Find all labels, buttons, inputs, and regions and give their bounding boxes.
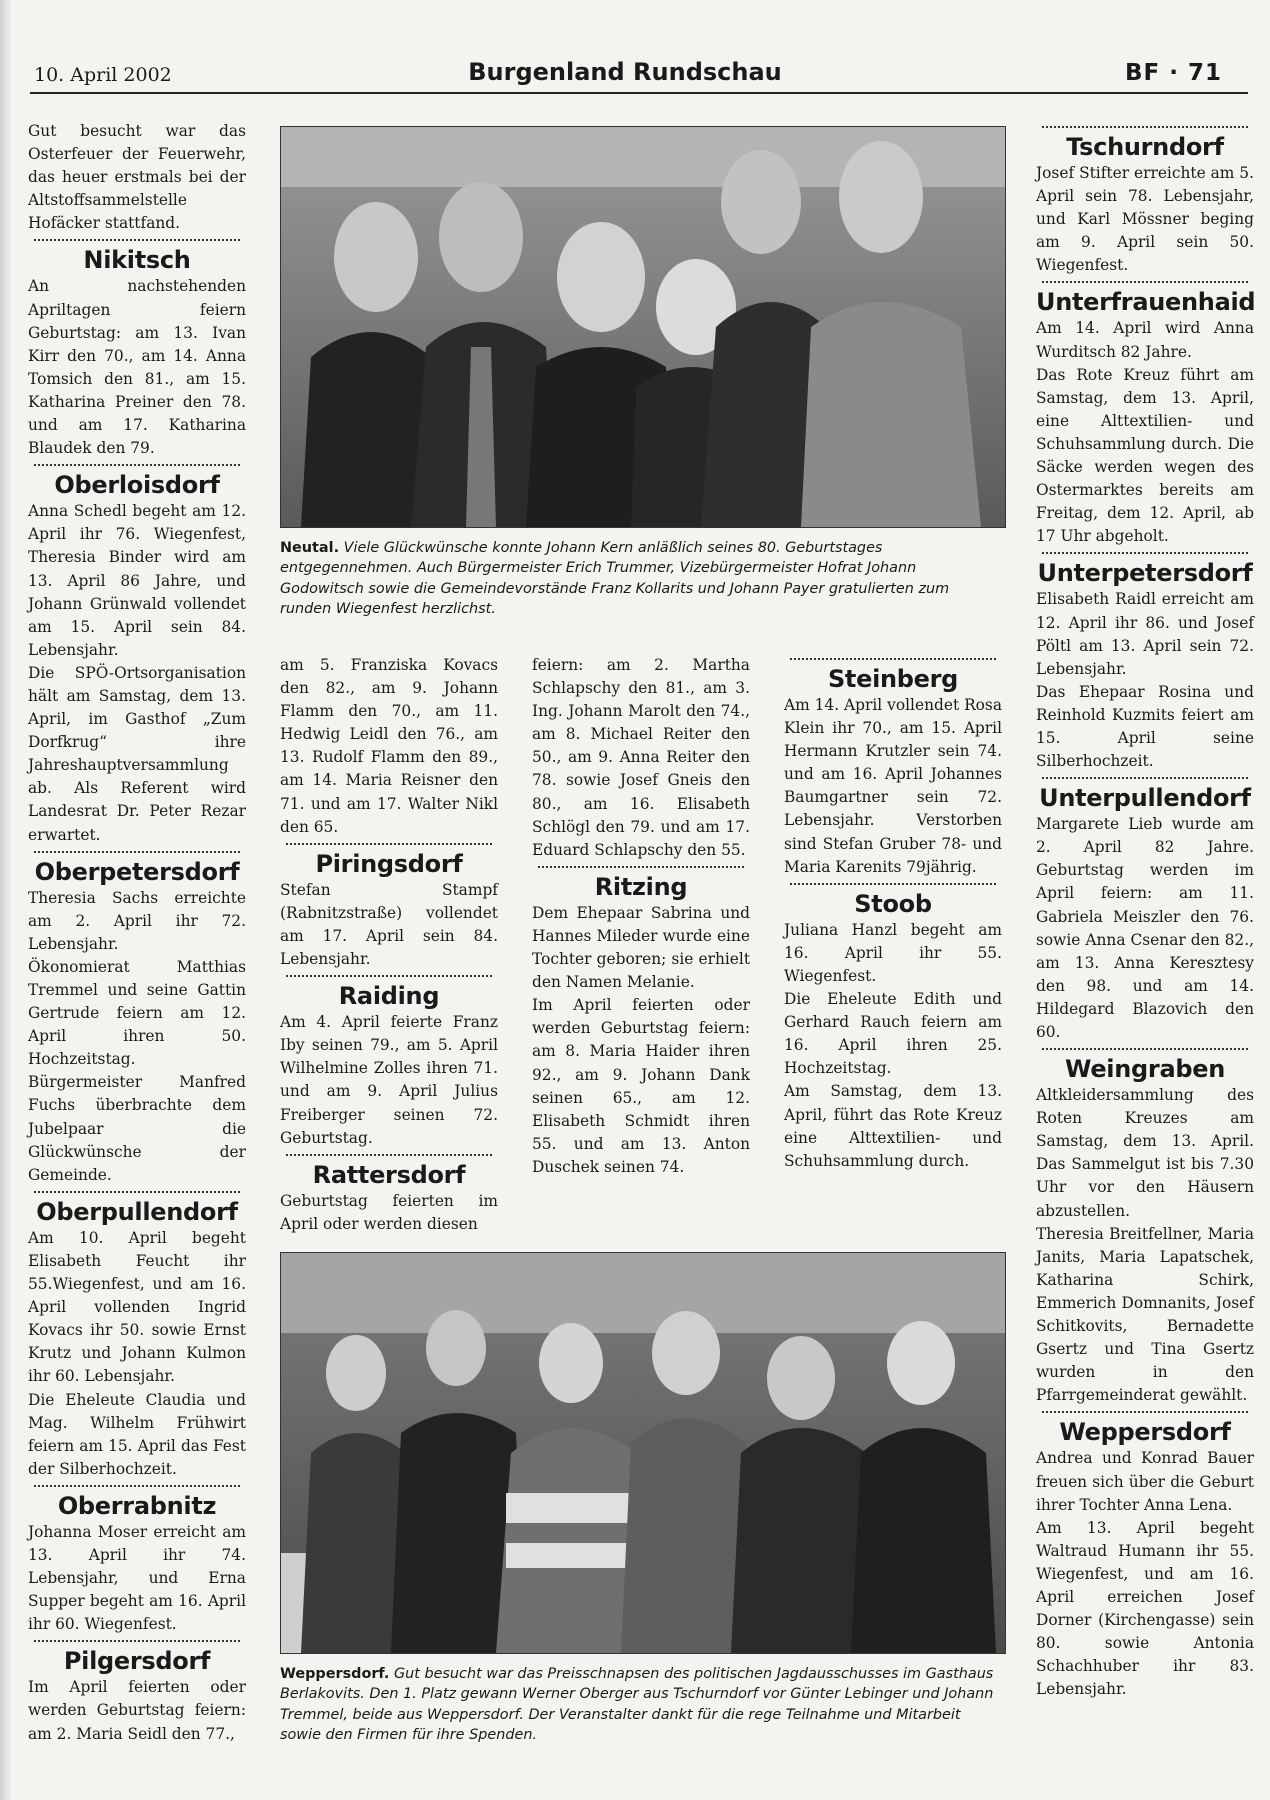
divider: [286, 843, 492, 845]
heading-unterpullendorf: Unterpullendorf: [1039, 784, 1251, 813]
divider: [1042, 552, 1248, 554]
article-rattersdorf-cont: feiern: am 2. Martha Schlapschy den 81., am 3. Ing. Johann Marolt den 74., am 8. Michael Reiter den 50., am 9. Anna Reiter den 78. sowie Josef Gneis den 80., am 16. Elisabeth Schlögl den 79. und am 17. Eduard Schlapschy den 55.: [532, 656, 750, 859]
article-ritzing-2: Im April feierten oder werden Geburtstag feiern: am 8. Maria Haider ihren 92., am 9. Johann Dank seinen 65., am 12. Elisabeth Schmidt ihren 55. und am 13. Anton Duschek seinen 74.: [532, 996, 750, 1176]
column-5: [1036, 122, 1254, 1701]
divider: [1042, 1048, 1248, 1050]
article-weingraben-2: Theresia Breitfellner, Maria Janits, Maria Lapatschek, Katharina Schirk, Emmerich Domnanits, Josef Schitkovits, Bernadette Gsertz und Tina Gsertz wurden in den Pfarrgemeinderat gewählt.: [1036, 1224, 1254, 1405]
divider: [790, 658, 996, 660]
article-oberpullendorf-1: Am 10. April begeht Elisabeth Feucht ihr 55.Wiegenfest, und am 16. April vollenden Ingrid Kovacs ihr 50. sowie Ernst Krutz und Johann Kulmon ihr 60. Lebensjahr.: [28, 1228, 246, 1386]
article-unterpullendorf: Margarete Lieb wurde am 2. April 82 Jahre. Geburtstag werden im April feiern: am 11. Gabriela Meiszler den 76. sowie Anna Csenar den 82., am 13. Anna Keresztesy den 98. und am 14. Hildegard Blazovich den 60.: [1036, 815, 1254, 1041]
photo-weppersdorf: [280, 1252, 1006, 1654]
heading-stoob: Stoob: [854, 889, 932, 918]
article-unterpetersdorf-1: Elisabeth Raidl erreicht am 12. April ihr 86. und Josef Pöltl am 13. April sein 72. Lebensjahr.: [1036, 590, 1254, 678]
caption-place: Weppersdorf.: [280, 1666, 390, 1682]
article-intro: Gut besucht war das Osterfeuer der Feuerwehr, das heuer erstmals bei der Altstoffsammelstelle Hofäcker stattfand.: [28, 122, 246, 233]
heading-oberpetersdorf: Oberpetersdorf: [34, 857, 240, 886]
heading-rattersdorf: Rattersdorf: [312, 1160, 466, 1189]
heading-unterpetersdorf: Unterpetersdorf: [1037, 559, 1253, 588]
photo-neutal: [280, 126, 1006, 528]
column-3: [532, 654, 750, 1179]
heading-steinberg: Steinberg: [827, 665, 959, 693]
header-page-number: BF · 71: [1124, 60, 1222, 86]
divider: [34, 1640, 240, 1642]
heading-nikitsch: Nikitsch: [83, 246, 191, 275]
article-rattersdorf: Geburtstag feierten im April oder werden diesen: [280, 1191, 498, 1233]
divider: [1042, 777, 1248, 779]
heading-piringsdorf: Piringsdorf: [315, 849, 463, 878]
header-date: 10. April 2002: [34, 64, 172, 86]
article-oberpetersdorf-1: Theresia Sachs erreichte am 2. April ihr 72. Lebensjahr.: [28, 888, 246, 953]
article-stoob-2: Die Eheleute Edith und Gerhard Rauch feiern am 16. April ihren 25. Hochzeitstag.: [784, 990, 1002, 1078]
heading-unterfrauenhaid: Unterfrauenhaid: [1036, 288, 1256, 317]
article-stoob-3: Am Samstag, dem 13. April, führt das Rote Kreuz eine Alttextilien- und Schuhsammlung durch.: [784, 1082, 1002, 1170]
heading-pilgersdorf: Pilgersdorf: [63, 1647, 211, 1676]
article-weppersdorf-2: Am 13. April begeht Waltraud Humann ihr 55. Wiegenfest, und am 16. April erreichen Josef Dorner (Kirchengasse) sein 80. sowie Antonia Schachhuber ihr 83. Lebensjahr.: [1036, 1518, 1254, 1699]
divider: [34, 464, 240, 466]
caption-text: Viele Glückwünsche konnte Johann Kern anläßlich seines 80. Geburtstages entgegennehmen. Auch Bürgermeister Erich Trummer, Vizebürgermeister Hofrat Johann Godowitsch sowie die Gemeindevorstände Franz Kollarits und Johann Payer gratulierten zum runden Wiegenfest herzlichst.: [280, 540, 950, 617]
photo-weppersdorf-caption: [280, 1664, 1004, 1745]
caption-place: Neutal.: [280, 540, 340, 556]
article-unterfrauenhaid-1: Am 14. April wird Anna Wurditsch 82 Jahre.: [1036, 319, 1254, 361]
heading-raiding: Raiding: [338, 982, 440, 1011]
heading-weppersdorf: Weppersdorf: [1059, 1418, 1231, 1447]
caption-text: Gut besucht war das Preisschnapsen des politischen Jagdausschusses im Gasthaus Berlakovits. Den 1. Platz gewann Werner Oberger aus Tschurndorf vor Günter Lebinger und Johann Tremmel, beide aus Weppersdorf. Der Veranstalter dankt für die rege Teilnahme und Mitarbeit sowie den Firmen für ihre Spenden.: [280, 1666, 994, 1743]
article-tschurndorf: Josef Stifter erreichte am 5. April sein 78. Lebensjahr, und Karl Mössner beging am 9. April sein 50. Wiegenfest.: [1036, 164, 1254, 275]
article-unterpetersdorf-2: Das Ehepaar Rosina und Reinhold Kuzmits feiert am 15. April seine Silberhochzeit.: [1036, 682, 1254, 771]
article-oberloisdorf-2: Die SPÖ-Ortsorganisation hält am Samstag, dem 13. April, im Gasthof „Zum Dorfkrug“ ihre Jahreshauptversammlung ab. Als Referent wird Landesrat Dr. Peter Rezar erwartet.: [28, 663, 246, 844]
article-steinberg: Am 14. April vollendet Rosa Klein ihr 70., am 15. April Hermann Krutzler sein 74. und am 16. April Johannes Baumgartner sein 72. Lebensjahr. Verstorben sind Stefan Gruber 78- und Maria Karenits 79jährig.: [784, 696, 1002, 876]
article-pilgersdorf: Im April feierten oder werden Geburtstag feiern: am 2. Maria Seidl den 77.,: [28, 1678, 246, 1743]
heading-oberpullendorf: Oberpullendorf: [36, 1197, 238, 1226]
article-unterfrauenhaid-2: Das Rote Kreuz führt am Samstag, dem 13. April, eine Alttextilien- und Schuhsammlung durch. Die Säcke werden wegen des Ostermarktes bereits am Freitag, dem 12. April, ab 17 Uhr abgeholt.: [1036, 365, 1254, 546]
heading-tschurndorf: Tschurndorf: [1066, 133, 1224, 161]
heading-oberrabnitz: Oberrabnitz: [57, 1491, 217, 1520]
article-oberrabnitz: Johanna Moser erreicht am 13. April ihr 74. Lebensjahr, und Erna Supper begeht am 16. April ihr 60. Wiegenfest.: [28, 1522, 246, 1634]
divider: [34, 851, 240, 853]
article-oberpetersdorf-2: Ökonomierat Matthias Tremmel und seine Gattin Gertrude feiern am 12. April ihren 50. Hochzeitstag. Bürgermeister Manfred Fuchs überbrachte dem Jubelpaar die Glückwünsche der Gemeinde.: [28, 957, 246, 1184]
heading-oberloisdorf: Oberloisdorf: [54, 471, 220, 500]
article-piringsdorf: Stefan Stampf (Rabnitzstraße) vollendet am 17. April sein 84. Lebensjahr.: [280, 880, 498, 969]
divider: [286, 1154, 492, 1156]
divider: [790, 883, 996, 885]
divider: [538, 866, 744, 868]
divider: [34, 1485, 240, 1487]
binding-shadow: [0, 0, 12, 1800]
header-rule: [30, 92, 1248, 94]
photo-weppersdorf-image: [281, 1253, 1005, 1653]
divider: [34, 239, 240, 241]
divider: [34, 1191, 240, 1193]
column-4: [784, 654, 1002, 1173]
heading-weingraben: Weingraben: [1065, 1055, 1225, 1084]
article-ritzing-1: Dem Ehepaar Sabrina und Hannes Mileder wurde eine Tochter geboren; sie erhielt den Namen Melanie.: [532, 903, 750, 992]
column-1: [28, 120, 246, 1746]
article-raiding: Am 4. April feierte Franz Iby seinen 79., am 5. April Wilhelmine Zolles ihren 71. und am 9. April Julius Freiberger seinen 72. Geburtstag.: [280, 1013, 498, 1147]
article-weingraben-1: Altkleidersammlung des Roten Kreuzes am Samstag, dem 13. April. Das Sammelgut ist bis 7.30 Uhr vor den Häusern abzustellen.: [1036, 1086, 1254, 1220]
article-oberpullendorf-2: Die Eheleute Claudia und Mag. Wilhelm Frühwirt feiern am 15. April das Fest der Silberhochzeit.: [28, 1390, 246, 1478]
divider: [1042, 126, 1248, 128]
photo-neutal-caption: [280, 538, 1004, 619]
article-nikitsch: An nachstehenden Apriltagen feiern Geburtstag: am 13. Ivan Kirr den 70., am 14. Anna Tomsich den 81., am 15. Katharina Preiner den 78. und am 17. Katharina Blaudek den 79.: [28, 277, 246, 458]
article-pilgersdorf-cont: am 5. Franziska Kovacs den 82., am 9. Johann Flamm den 70., am 11. Hedwig Leidl den 76., am 13. Rudolf Flamm den 89., am 14. Maria Reisner den 71. und am 17. Walter Nikl den 65.: [280, 656, 498, 836]
divider: [1042, 1411, 1248, 1413]
divider: [286, 975, 492, 977]
article-weppersdorf-1: Andrea und Konrad Bauer freuen sich über die Geburt ihrer Tochter Anna Lena.: [1036, 1449, 1254, 1514]
header-title: Burgenland Rundschau: [468, 58, 782, 86]
article-oberloisdorf-1: Anna Schedl begeht am 12. April ihr 76. Wiegenfest, Theresia Binder wird am 13. April 86 Jahre, und Johann Grünwald vollendet am 15. April sein 84. Lebensjahr.: [28, 502, 246, 659]
photo-neutal-image: [281, 127, 1005, 527]
divider: [1042, 281, 1248, 283]
heading-ritzing: Ritzing: [594, 872, 688, 901]
article-stoob-1: Juliana Hanzl begeht am 16. April ihr 55. Wiegenfest.: [784, 920, 1002, 985]
column-2: [280, 654, 498, 1236]
